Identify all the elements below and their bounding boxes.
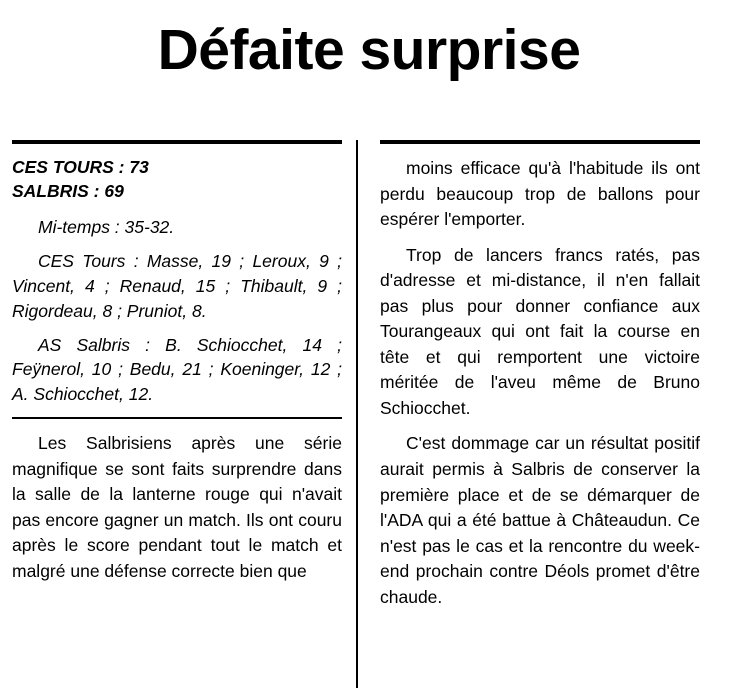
top-rule-right xyxy=(380,140,700,144)
roster-salbris xyxy=(12,333,342,408)
score-line-home: CES TOURS : 73 xyxy=(12,157,149,177)
halftime-line xyxy=(12,215,342,240)
right-body-paragraph-1 xyxy=(380,156,700,233)
right-body-text-2: Trop de lancers francs ratés, pas d'adresse et mi-distance, il n'en fallait pas plus pour donner confiance aux Tourangeaux qui ont fait la course en tête et qui remportent une victoire méritée de l'aveu même de Bruno Schiocchet. xyxy=(380,244,700,418)
right-column xyxy=(356,140,700,688)
score-line-away: SALBRIS : 69 xyxy=(12,180,124,201)
halftime-text: Mi-temps : 35-32. xyxy=(38,217,175,238)
right-body-paragraph-3 xyxy=(380,431,700,610)
right-body-text-3: C'est dommage car un résultat positif aurait permis à Salbris de conserver la première place et de se démarquer de l'ADA qui a été battue à Châteaudun. Ce n'est pas le cas et la rencontre du week-end prochain contre Déols promet d'être chaude. xyxy=(380,433,700,607)
roster-salbris-text: AS Salbris : B. Schiocchet, 14 ; Feÿnerol, 10 ; Bedu, 21 ; Koeninger, 12 ; A. Schiocchet, 12. xyxy=(12,334,342,405)
article-page xyxy=(0,18,738,692)
right-body-text-1: moins efficace qu'à l'habitude ils ont perdu beaucoup trop de ballons pour espérer l'emporter. xyxy=(380,158,700,230)
roster-tours-text: CES Tours : Masse, 19 ; Leroux, 9 ; Vincent, 4 ; Renaud, 15 ; Thibault, 9 ; Rigordeau, 8 ; Pruniot, 8. xyxy=(12,251,342,321)
article-columns xyxy=(12,140,726,688)
roster-tours xyxy=(12,249,342,324)
page-title: Défaite surprise xyxy=(157,18,581,82)
section-divider xyxy=(12,417,342,419)
left-body-text-1: Les Salbrisiens après une série magnifique se sont faits surprendre dans la salle de la lanterne rouge qui n'avait pas encore gagner un match. Ils ont couru après le score pendant tout le match et malgré une défense correcte bien que xyxy=(12,433,342,581)
left-body-paragraph-1 xyxy=(12,431,342,584)
left-column xyxy=(12,140,356,688)
right-body-paragraph-2 xyxy=(380,243,700,422)
top-rule-left xyxy=(12,140,342,144)
score-block xyxy=(12,156,342,203)
